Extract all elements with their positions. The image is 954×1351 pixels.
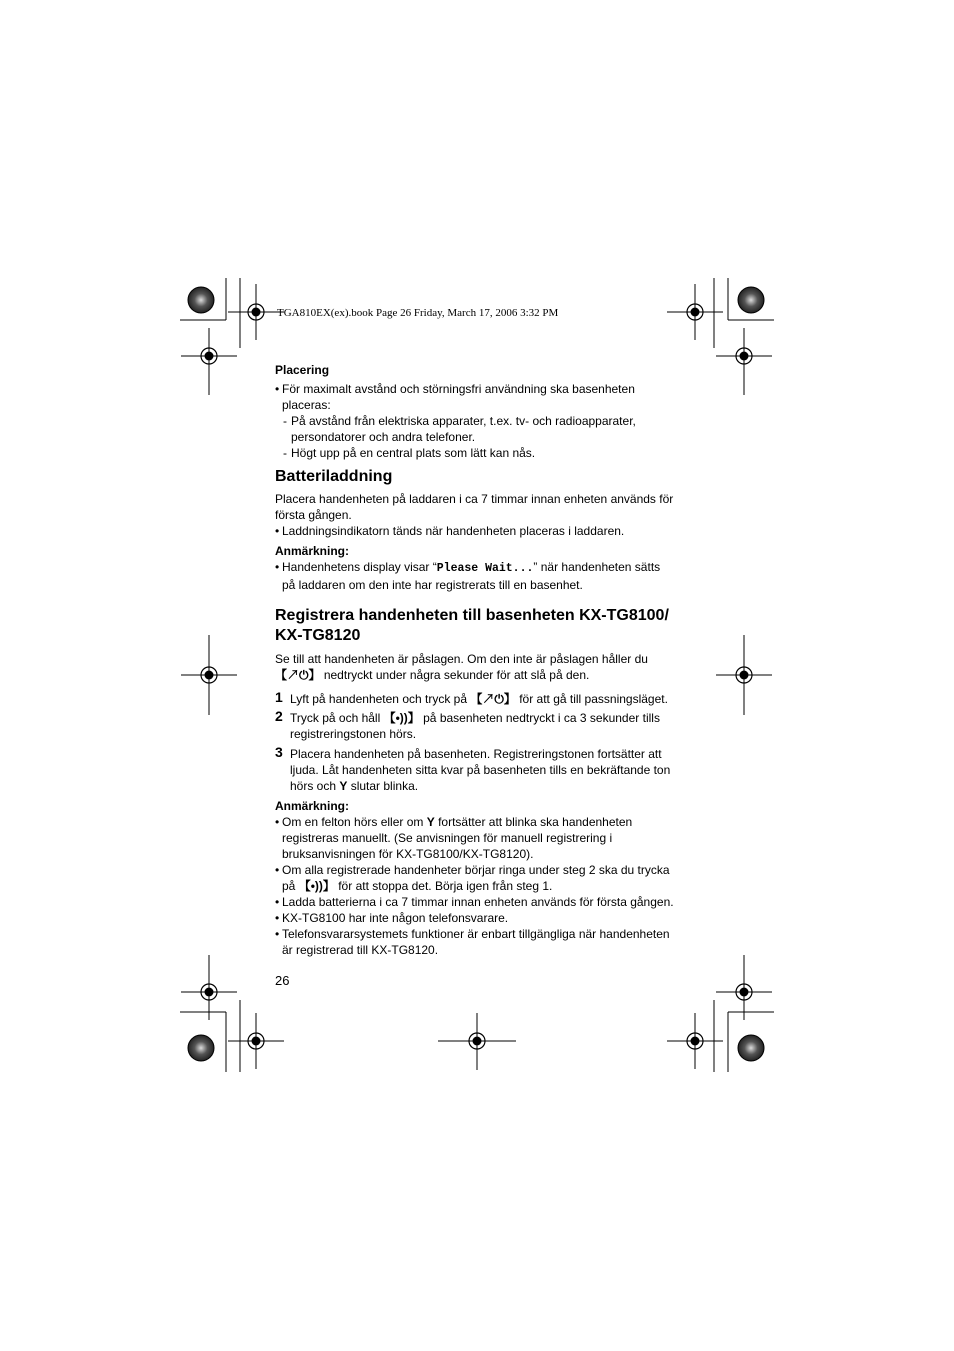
note-5-line-2: är registrerad till KX-TG8120.: [282, 943, 439, 957]
placering-bullet-line-1: För maximalt avstånd och störningsfri användning ska basenheten: [282, 382, 635, 396]
note-2-line-1: Om alla registrerade handenheter börjar ringa under steg 2 ska du trycka: [282, 863, 670, 877]
placering-dash-2: - Högt upp på en central plats som lätt kan nås.: [283, 446, 536, 460]
note-1-pre: Om en felton hörs eller om: [282, 815, 427, 829]
registrera-heading: [275, 606, 685, 646]
page-number: 26: [275, 973, 290, 988]
batteri-note-heading: Anmärkning:: [275, 544, 350, 558]
step-3: [275, 746, 685, 794]
step-2-pre: Tryck på och håll: [290, 711, 384, 725]
step-3-line-3-pre: hörs och: [290, 779, 340, 793]
placering-bullet: [275, 381, 685, 413]
registrera-note-2: [275, 862, 685, 894]
placering-dash-1-line-2: persondatorer och andra telefoner.: [291, 430, 476, 444]
registrera-note-heading: Anmärkning:: [275, 799, 350, 813]
registrera-note-5: [275, 926, 685, 958]
step-number: 1: [275, 689, 283, 705]
registrera-intro-line-2: nedtryckt under några sekunder för att slå på den.: [320, 668, 590, 682]
antenna-icon: Y: [339, 779, 348, 793]
placering-bullet-line-2: placeras:: [282, 398, 331, 412]
placering-heading: Placering: [275, 363, 330, 377]
placering-dash-1-line-1: På avstånd från elektriska apparater, t.ex. tv- och radioapparater,: [291, 414, 636, 428]
step-2-line-2: registreringstonen hörs.: [290, 727, 417, 741]
note-5-line-1: Telefonsvararsystemets funktioner är enbart tillgängliga när handenheten: [282, 927, 670, 941]
registrera-intro-line-1: Se till att handenheten är påslagen. Om den inte är påslagen håller du: [275, 652, 648, 666]
locator-key-icon: 【•))】: [298, 879, 335, 893]
step-1-pre: Lyft på handenheten och tryck på: [290, 692, 471, 706]
placering-dash-2-text: Högt upp på en central plats som lätt kan nås.: [291, 446, 536, 460]
registrera-note-1: [275, 814, 685, 862]
placering-dash-1: - På avstånd från elektriska apparater, t.ex. tv- och radioapparater, persondatorer och andra telefoner.: [283, 414, 636, 444]
step-3-line-3-post: slutar blinka.: [347, 779, 419, 793]
batteriladdning-heading: Batteriladdning: [275, 468, 393, 485]
batteri-note-pre: Handenhetens display visar “: [282, 560, 437, 574]
registrera-intro: [275, 651, 685, 683]
batteri-paragraph-line-1: Placera handenheten på laddaren i ca 7 timmar innan enheten används för: [275, 492, 674, 506]
note-1-post: fortsätter att blinka ska handenheten: [434, 815, 633, 829]
step-1: [275, 691, 685, 707]
note-1-line-3: bruksanvisningen för KX-TG8100/KX-TG8120).: [282, 847, 534, 861]
registrera-heading-line-2: KX-TG8120: [275, 627, 361, 644]
batteri-note: [275, 559, 685, 593]
antenna-icon: Y: [426, 815, 435, 829]
batteri-note-line-2: på laddaren om den inte har registrerats till en basenhet.: [282, 578, 583, 592]
note-2-pre: på: [282, 879, 299, 893]
note-1-line-2: registreras manuellt. (Se anvisningen för manuell registrering i: [282, 831, 613, 845]
display-message: Please Wait...: [436, 562, 534, 575]
batteri-paragraph-line-2: första gången.: [275, 508, 352, 522]
registrera-heading-line-1: Registrera handenheten till basenheten KX-TG8100/: [275, 607, 669, 624]
step-number: 3: [275, 744, 283, 760]
step-1-post: för att gå till passningsläget.: [515, 692, 668, 706]
page-content: [275, 362, 685, 958]
registrera-note-3: • Ladda batterierna i ca 7 timmar innan enheten används för första gången.: [275, 894, 685, 910]
step-2-post: på basenheten nedtryckt i ca 3 sekunder tills: [419, 711, 660, 725]
locator-key-icon: 【•))】: [383, 711, 420, 725]
registrera-note-4: • KX-TG8100 har inte någon telefonsvarare.: [275, 910, 685, 926]
batteri-paragraph: [275, 491, 685, 523]
power-key-icon: 【↗⏻】: [470, 692, 516, 706]
print-header-line: TGA810EX(ex).book Page 26 Friday, March 17, 2006 3:32 PM: [277, 307, 559, 319]
step-2: [275, 710, 685, 742]
step-3-line-2: ljuda. Låt handenheten sitta kvar på basenheten tills en bekräftande ton: [290, 763, 671, 777]
step-number: 2: [275, 708, 283, 724]
note-2-post: för att stoppa det. Börja igen från steg 1.: [334, 879, 553, 893]
power-key-icon: 【↗⏻】: [275, 668, 321, 682]
batteri-bullet: • Laddningsindikatorn tänds när handenheten placeras i laddaren.: [275, 523, 685, 539]
step-3-line-1: Placera handenheten på basenheten. Registreringstonen fortsätter att: [290, 747, 662, 761]
batteri-note-post: ” när handenheten sätts: [533, 560, 661, 574]
